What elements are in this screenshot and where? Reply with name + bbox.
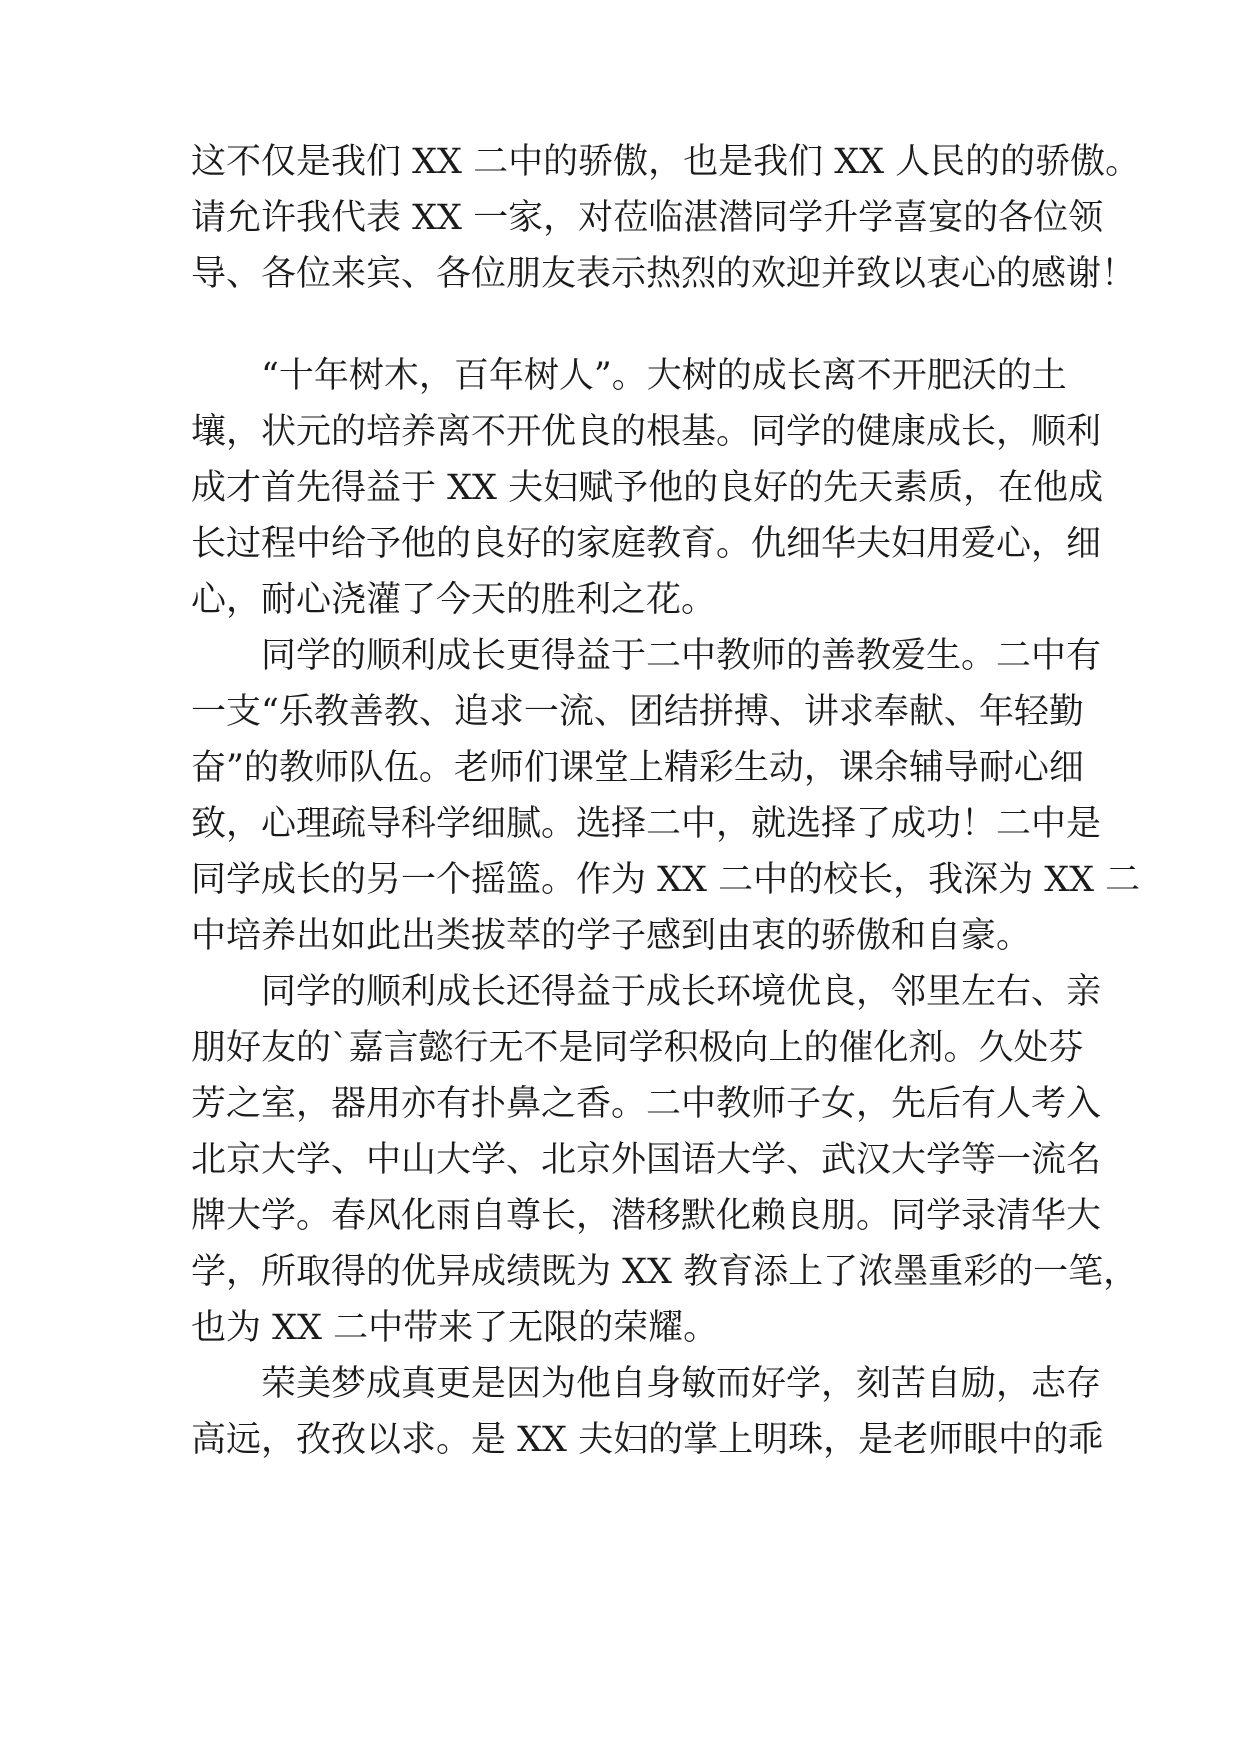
paragraph-line: 心，耐心浇灌了今天的胜利之花。 <box>191 580 717 620</box>
paragraph-line: 同学成长的另一个摇篮。作为 XX 二中的校长，我深为 XX 二 <box>191 860 1141 900</box>
paragraph-line: 高远，孜孜以求。是 XX 夫妇的掌上明珠，是老师眼中的乖 <box>191 1420 1104 1460</box>
paragraph-2 <box>191 348 1104 628</box>
paragraph-line: “十年树木，百年树人”。大树的成长离不开肥沃的土 <box>261 356 1067 396</box>
paragraph-line: 一支“乐教善教、追求一流、团结拼搏、讲求奉献、年轻勤 <box>191 692 1084 732</box>
paragraph-3 <box>191 628 1141 964</box>
paragraph-line: 成才首先得益于 XX 夫妇赋予他的良好的先天素质，在他成 <box>191 468 1104 508</box>
paragraph-line: 这不仅是我们 XX 二中的骄傲，也是我们 XX 人民的的骄傲。 <box>191 142 1141 182</box>
paragraph-line: 同学的顺利成长还得益于成长环境优良，邻里左右、亲 <box>261 972 1102 1012</box>
paragraph-line: 芳之室，器用亦有扑鼻之香。二中教师子女，先后有人考入 <box>191 1084 1102 1124</box>
paragraph-1 <box>191 134 1141 302</box>
paragraph-line: 北京大学、中山大学、北京外国语大学、武汉大学等一流名 <box>191 1140 1102 1180</box>
paragraph-line: 长过程中给予他的良好的家庭教育。仇细华夫妇用爱心，细 <box>191 524 1102 564</box>
paragraph-line: 学，所取得的优异成绩既为 XX 教育添上了浓墨重彩的一笔， <box>191 1252 1139 1292</box>
paragraph-line: 致，心理疏导科学细腻。选择二中，就选择了成功！二中是 <box>191 804 1102 844</box>
paragraph-line: 导、各位来宾、各位朋友表示热烈的欢迎并致以衷心的感谢！ <box>191 254 1137 294</box>
paragraph-line: 朋好友的`嘉言懿行无不是同学积极向上的催化剂。久处芬 <box>191 1028 1084 1068</box>
paragraph-line: 同学的顺利成长更得益于二中教师的善教爱生。二中有 <box>261 636 1102 676</box>
paragraph-5 <box>191 1356 1104 1468</box>
paragraph-line: 中培养出如此出类拔萃的学子感到由衷的骄傲和自豪。 <box>191 916 1032 956</box>
paragraph-line: 壤，状元的培养离不开优良的根基。同学的健康成长，顺利 <box>191 412 1102 452</box>
paragraph-4 <box>191 964 1139 1356</box>
paragraph-line: 奋”的教师队伍。老师们课堂上精彩生动，课余辅导耐心细 <box>191 748 1084 788</box>
paragraph-line: 也为 XX 二中带来了无限的荣耀。 <box>191 1308 719 1348</box>
paragraph-line: 牌大学。春风化雨自尊长，潜移默化赖良朋。同学录清华大 <box>191 1196 1102 1236</box>
paragraph-line: 请允许我代表 XX 一家，对莅临湛潜同学升学喜宴的各位领 <box>191 198 1104 238</box>
paragraph-line: 荣美梦成真更是因为他自身敏而好学，刻苦自励，志存 <box>261 1364 1102 1404</box>
